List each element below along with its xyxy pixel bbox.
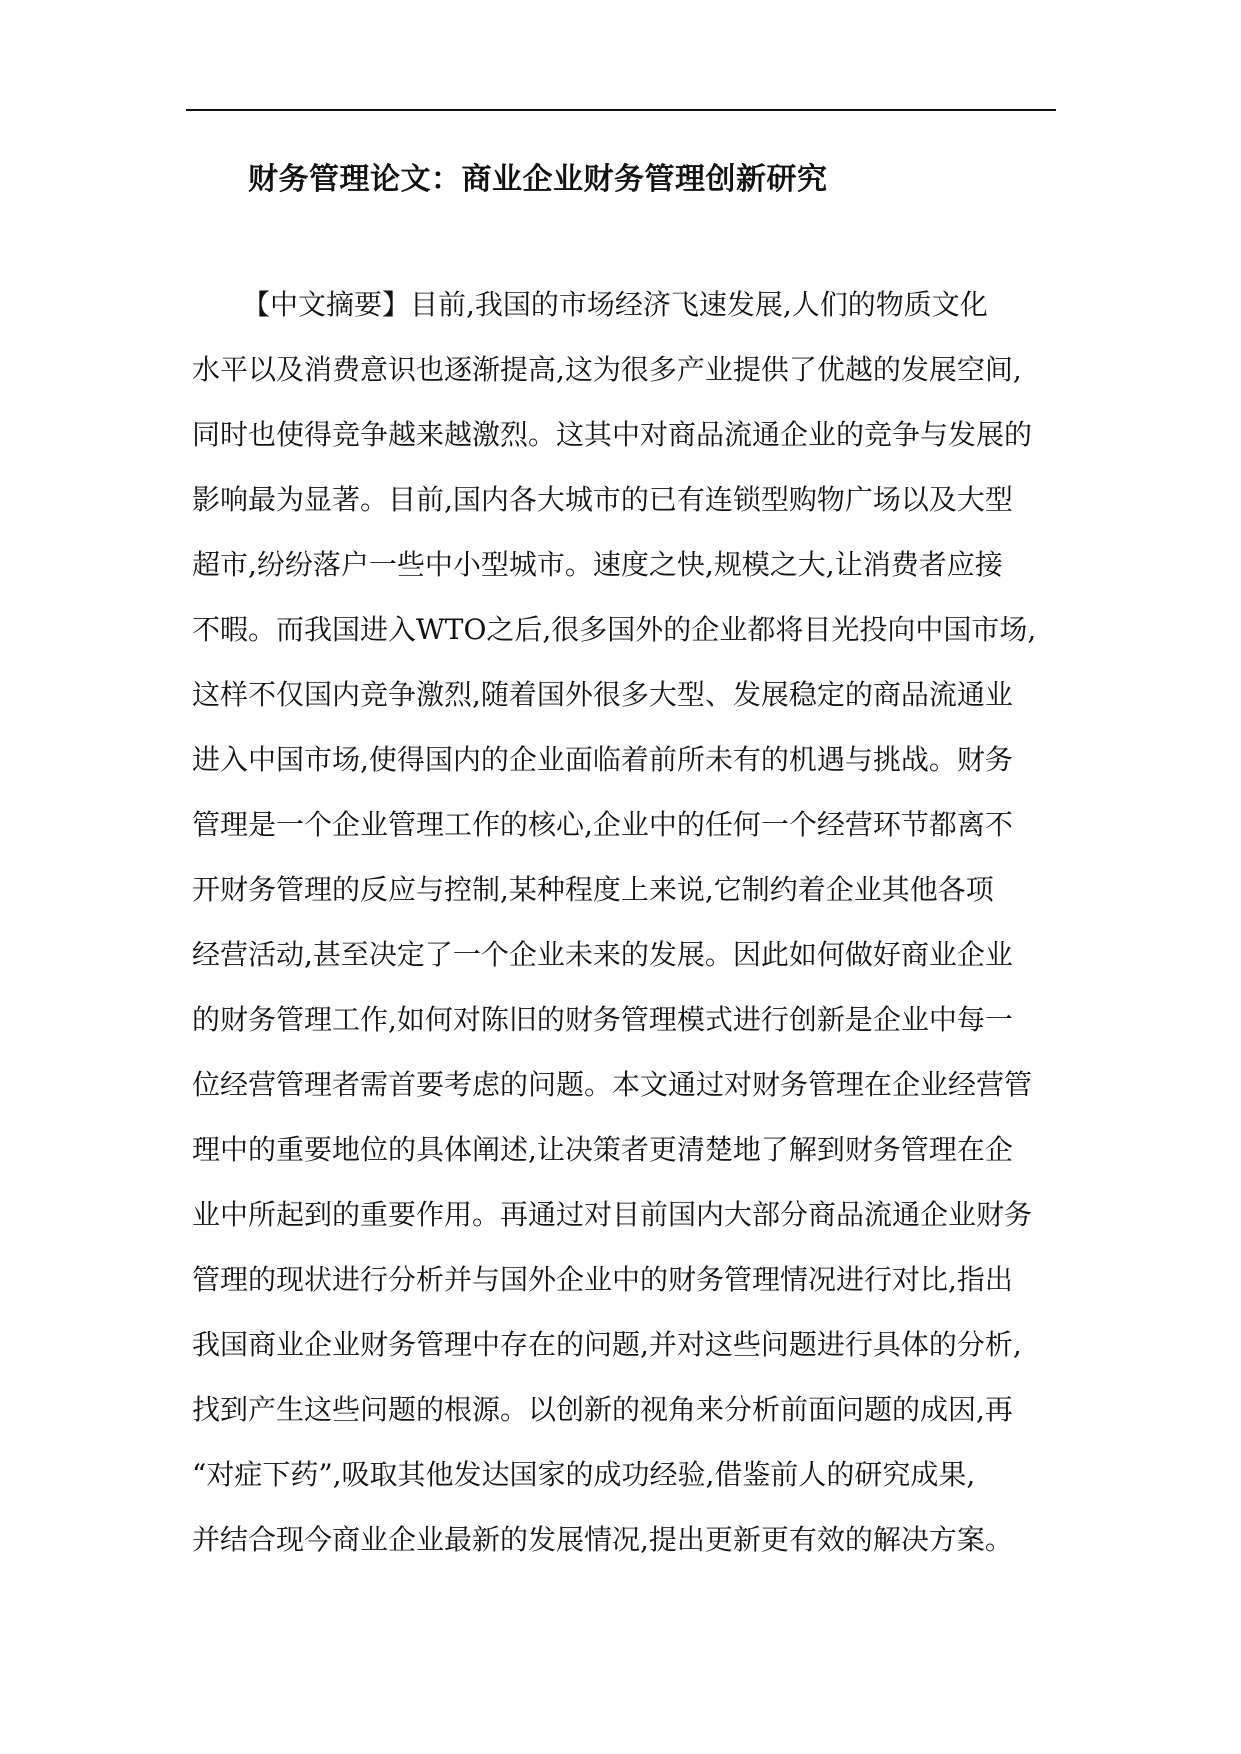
abstract-line: 【中文摘要】目前,我国的市场经济飞速发展,人们的物质文化	[242, 288, 988, 321]
abstract-line: 超市,纷纷落户一些中小型城市。速度之快,规模之大,让消费者应接	[192, 548, 1003, 581]
abstract-line: 影响最为显著。目前,国内各大城市的已有连锁型购物广场以及大型	[192, 483, 1013, 516]
abstract-line: 找到产生这些问题的根源。以创新的视角来分析前面问题的成因,再	[192, 1393, 1013, 1426]
abstract-line: 水平以及消费意识也逐渐提高,这为很多产业提供了优越的发展空间,	[192, 353, 1022, 386]
abstract-line: “对症下药”,吸取其他发达国家的成功经验,借鉴前人的研究成果,	[192, 1458, 976, 1491]
abstract-line: 管理的现状进行分析并与国外企业中的财务管理情况进行对比,指出	[192, 1263, 1013, 1296]
abstract-line: 这样不仅国内竞争激烈,随着国外很多大型、发展稳定的商品流通业	[192, 678, 1013, 711]
abstract-line: 管理是一个企业管理工作的核心,企业中的任何一个经营环节都离不	[192, 808, 1013, 841]
abstract-line: 经营活动,甚至决定了一个企业未来的发展。因此如何做好商业企业	[192, 938, 1013, 971]
abstract-line: 业中所起到的重要作用。再通过对目前国内大部分商品流通企业财务	[192, 1198, 1033, 1231]
abstract-paragraph	[192, 285, 1052, 1585]
abstract-line: 理中的重要地位的具体阐述,让决策者更清楚地了解到财务管理在企	[192, 1133, 1013, 1166]
abstract-line: 我国商业企业财务管理中存在的问题,并对这些问题进行具体的分析,	[192, 1328, 1022, 1361]
abstract-line: 同时也使得竞争越来越激烈。这其中对商品流通企业的竞争与发展的	[192, 418, 1033, 451]
abstract-line: 的财务管理工作,如何对陈旧的财务管理模式进行创新是企业中每一	[192, 1003, 1013, 1036]
abstract-line: 开财务管理的反应与控制,某种程度上来说,它制约着企业其他各项	[192, 873, 994, 906]
abstract-line: 进入中国市场,使得国内的企业面临着前所未有的机遇与挑战。财务	[192, 743, 1013, 776]
document-title: 财务管理论文：商业企业财务管理创新研究	[248, 162, 828, 197]
abstract-line: 不暇。而我国进入WTO之后,很多国外的企业都将目光投向中国市场,	[192, 613, 1037, 646]
abstract-line: 位经营管理者需首要考虑的问题。本文通过对财务管理在企业经营管	[192, 1068, 1033, 1101]
abstract-line: 并结合现今商业企业最新的发展情况,提出更新更有效的解决方案。	[192, 1523, 1013, 1556]
header-rule	[186, 109, 1056, 111]
